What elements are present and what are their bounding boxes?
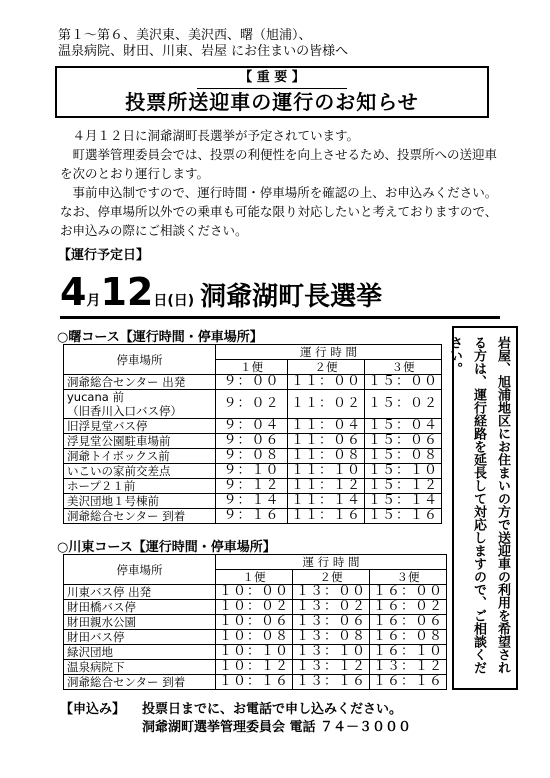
trip-header: ２便	[288, 360, 365, 375]
departure-time: ９：１０	[216, 464, 288, 479]
side-note-text: 岩屋、旭浦地区にお住まいの方で送迎車の利用を希望される方は、運行経路を延長して対応しますので、ご相談ください。	[447, 336, 510, 674]
address-line-2: 温泉病院、財田、川東、岩屋 にお住まいの皆様へ	[58, 44, 349, 59]
stop-name: 財田バス停	[64, 630, 216, 645]
departure-time: １３：０８	[293, 630, 370, 645]
departure-time: １６：０２	[370, 600, 447, 615]
departure-time: １５：０２	[365, 390, 442, 419]
date-day: 12	[100, 270, 154, 314]
table-row	[64, 479, 442, 494]
timetable-header-row	[64, 345, 442, 360]
stop-name: 財田橋バス停	[64, 600, 216, 615]
intro-paragraph-3: 事前申込制ですので、運行時間・停車場所を確認の上、お申込みください。なお、停車場所以外での乗車も可能な限り対応したいと考えておりますので、お申込みの際にご相談ください。	[60, 185, 498, 238]
stop-name: 美沢団地１号棟前	[64, 494, 216, 509]
departure-time: １１：１６	[288, 509, 365, 524]
apply-contact: 洞爺湖町選挙管理委員会 電話 ７４－３０００	[142, 720, 412, 735]
intro-paragraph-1: ４月１２日に洞爺湖町長選挙が予定されています。	[72, 128, 360, 143]
departure-time: １０：０２	[216, 600, 293, 615]
departure-time: １５：１２	[365, 479, 442, 494]
departure-time: １３：１２	[370, 660, 447, 675]
stop-name: 洞爺総合センター 到着	[64, 509, 216, 524]
date-day-unit: 日	[153, 293, 168, 309]
schedule-label: 【運行予定日】	[58, 248, 150, 263]
table-row	[64, 615, 447, 630]
departure-time: １０：１６	[216, 675, 293, 690]
trip-header: ２便	[293, 570, 370, 585]
departure-time: １３：１６	[293, 675, 370, 690]
departure-time: １６：０６	[370, 615, 447, 630]
departure-time: １１：１０	[288, 464, 365, 479]
timetable-header-row	[64, 555, 447, 570]
stop-name: 浮見堂公園駐車場前	[64, 434, 216, 449]
course-1-timetable	[63, 344, 442, 524]
table-row	[64, 449, 442, 464]
stop-name: 旧浮見堂バス停	[64, 419, 216, 434]
departure-time: １６：１６	[370, 675, 447, 690]
intro-paragraph-2: 町選挙管理委員会では、投票の利便性を向上させるため、投票所への送迎車を次のとおり運行します。	[60, 147, 498, 181]
apply-instructions: 投票日までに、お電話で申し込みください。	[142, 702, 403, 717]
trip-header: ３便	[370, 570, 447, 585]
departure-time: １５：０４	[365, 419, 442, 434]
departure-time: １６：００	[370, 585, 447, 600]
intro-text	[60, 126, 500, 240]
departure-time: １５：１６	[365, 509, 442, 524]
table-row	[64, 509, 442, 524]
time-header: 運 行 時 間	[216, 555, 447, 570]
table-row	[64, 630, 447, 645]
departure-time: １５：０６	[365, 434, 442, 449]
table-row	[64, 645, 447, 660]
table-row	[64, 600, 447, 615]
departure-time: ９：０２	[216, 390, 288, 419]
trip-header: １便	[216, 360, 288, 375]
stop-name: ホープ２１前	[64, 479, 216, 494]
departure-time: ９：００	[216, 375, 288, 390]
apply-label: 【申込み】	[60, 702, 126, 717]
election-date-heading	[60, 270, 500, 319]
departure-time: ９：１４	[216, 494, 288, 509]
departure-time: １０：１０	[216, 645, 293, 660]
date-weekday: (日)	[167, 293, 195, 309]
departure-time: ９：０６	[216, 434, 288, 449]
departure-time: １１：０８	[288, 449, 365, 464]
stop-name: 洞爺トイボックス前	[64, 449, 216, 464]
table-row	[64, 375, 442, 390]
departure-time: １３：０６	[293, 615, 370, 630]
date-month-unit: 月	[86, 293, 101, 309]
table-row	[64, 419, 442, 434]
stop-name: 財田親水公園	[64, 615, 216, 630]
stop-name: 洞爺総合センター 出発	[64, 375, 216, 390]
stop-name: 川東バス停 出発	[64, 585, 216, 600]
table-row	[64, 390, 442, 419]
departure-time: １１：０６	[288, 434, 365, 449]
stop-name: 緑沢団地	[64, 645, 216, 660]
stop-header: 停車場所	[64, 345, 216, 375]
course-1-title: ○曙コース【運行時間・停車場所】	[57, 330, 263, 345]
departure-time: ９：０８	[216, 449, 288, 464]
departure-time: １５：１０	[365, 464, 442, 479]
departure-time: １３：０２	[293, 600, 370, 615]
course-2-timetable	[63, 554, 447, 690]
departure-time: １３：００	[293, 585, 370, 600]
course-2-title: ○川東コース【運行時間・停車場所】	[57, 540, 276, 555]
departure-time: １０：１２	[216, 660, 293, 675]
departure-time: １５：０８	[365, 449, 442, 464]
departure-time: １３：１２	[293, 660, 370, 675]
table-row	[64, 660, 447, 675]
page-title: 投票所送迎車の運行のお知らせ	[125, 90, 419, 114]
departure-time: １０：００	[216, 585, 293, 600]
table-row	[64, 494, 442, 509]
trip-header: ３便	[365, 360, 442, 375]
table-row	[64, 585, 447, 600]
departure-time: １１：１４	[288, 494, 365, 509]
departure-time: １３：１０	[293, 645, 370, 660]
departure-time: １６：０８	[370, 630, 447, 645]
departure-time: １５：００	[365, 375, 442, 390]
departure-time: ９：０４	[216, 419, 288, 434]
stop-name: 洞爺総合センター 到着	[64, 675, 216, 690]
side-note-box	[447, 326, 518, 690]
date-month: 4	[60, 270, 87, 314]
departure-time: １１：１２	[288, 479, 365, 494]
departure-time: １１：０４	[288, 419, 365, 434]
departure-time: １０：０６	[216, 615, 293, 630]
departure-time: １５：１４	[365, 494, 442, 509]
banner-tag: 【 重 要 】	[197, 68, 347, 89]
table-row	[64, 675, 447, 690]
departure-time: ９：１６	[216, 509, 288, 524]
stop-name: いこいの家前交差点	[64, 464, 216, 479]
departure-time: ９：１２	[216, 479, 288, 494]
departure-time: １１：０２	[288, 390, 365, 419]
departure-time: １１：００	[288, 375, 365, 390]
stop-name: yucana 前 （旧香川入口バス停）	[64, 390, 216, 419]
stop-name: 温泉病院下	[64, 660, 216, 675]
departure-time: １０：０８	[216, 630, 293, 645]
stop-header: 停車場所	[64, 555, 216, 585]
title-banner	[55, 66, 489, 118]
trip-header: １便	[216, 570, 293, 585]
address-line-1: 第１～第６、美沢東、美沢西、曙（旭浦）、	[58, 28, 312, 43]
election-title: 洞爺湖町長選挙	[200, 282, 383, 312]
table-row	[64, 434, 442, 449]
departure-time: １６：１０	[370, 645, 447, 660]
table-row	[64, 464, 442, 479]
time-header: 運 行 時 間	[216, 345, 442, 360]
